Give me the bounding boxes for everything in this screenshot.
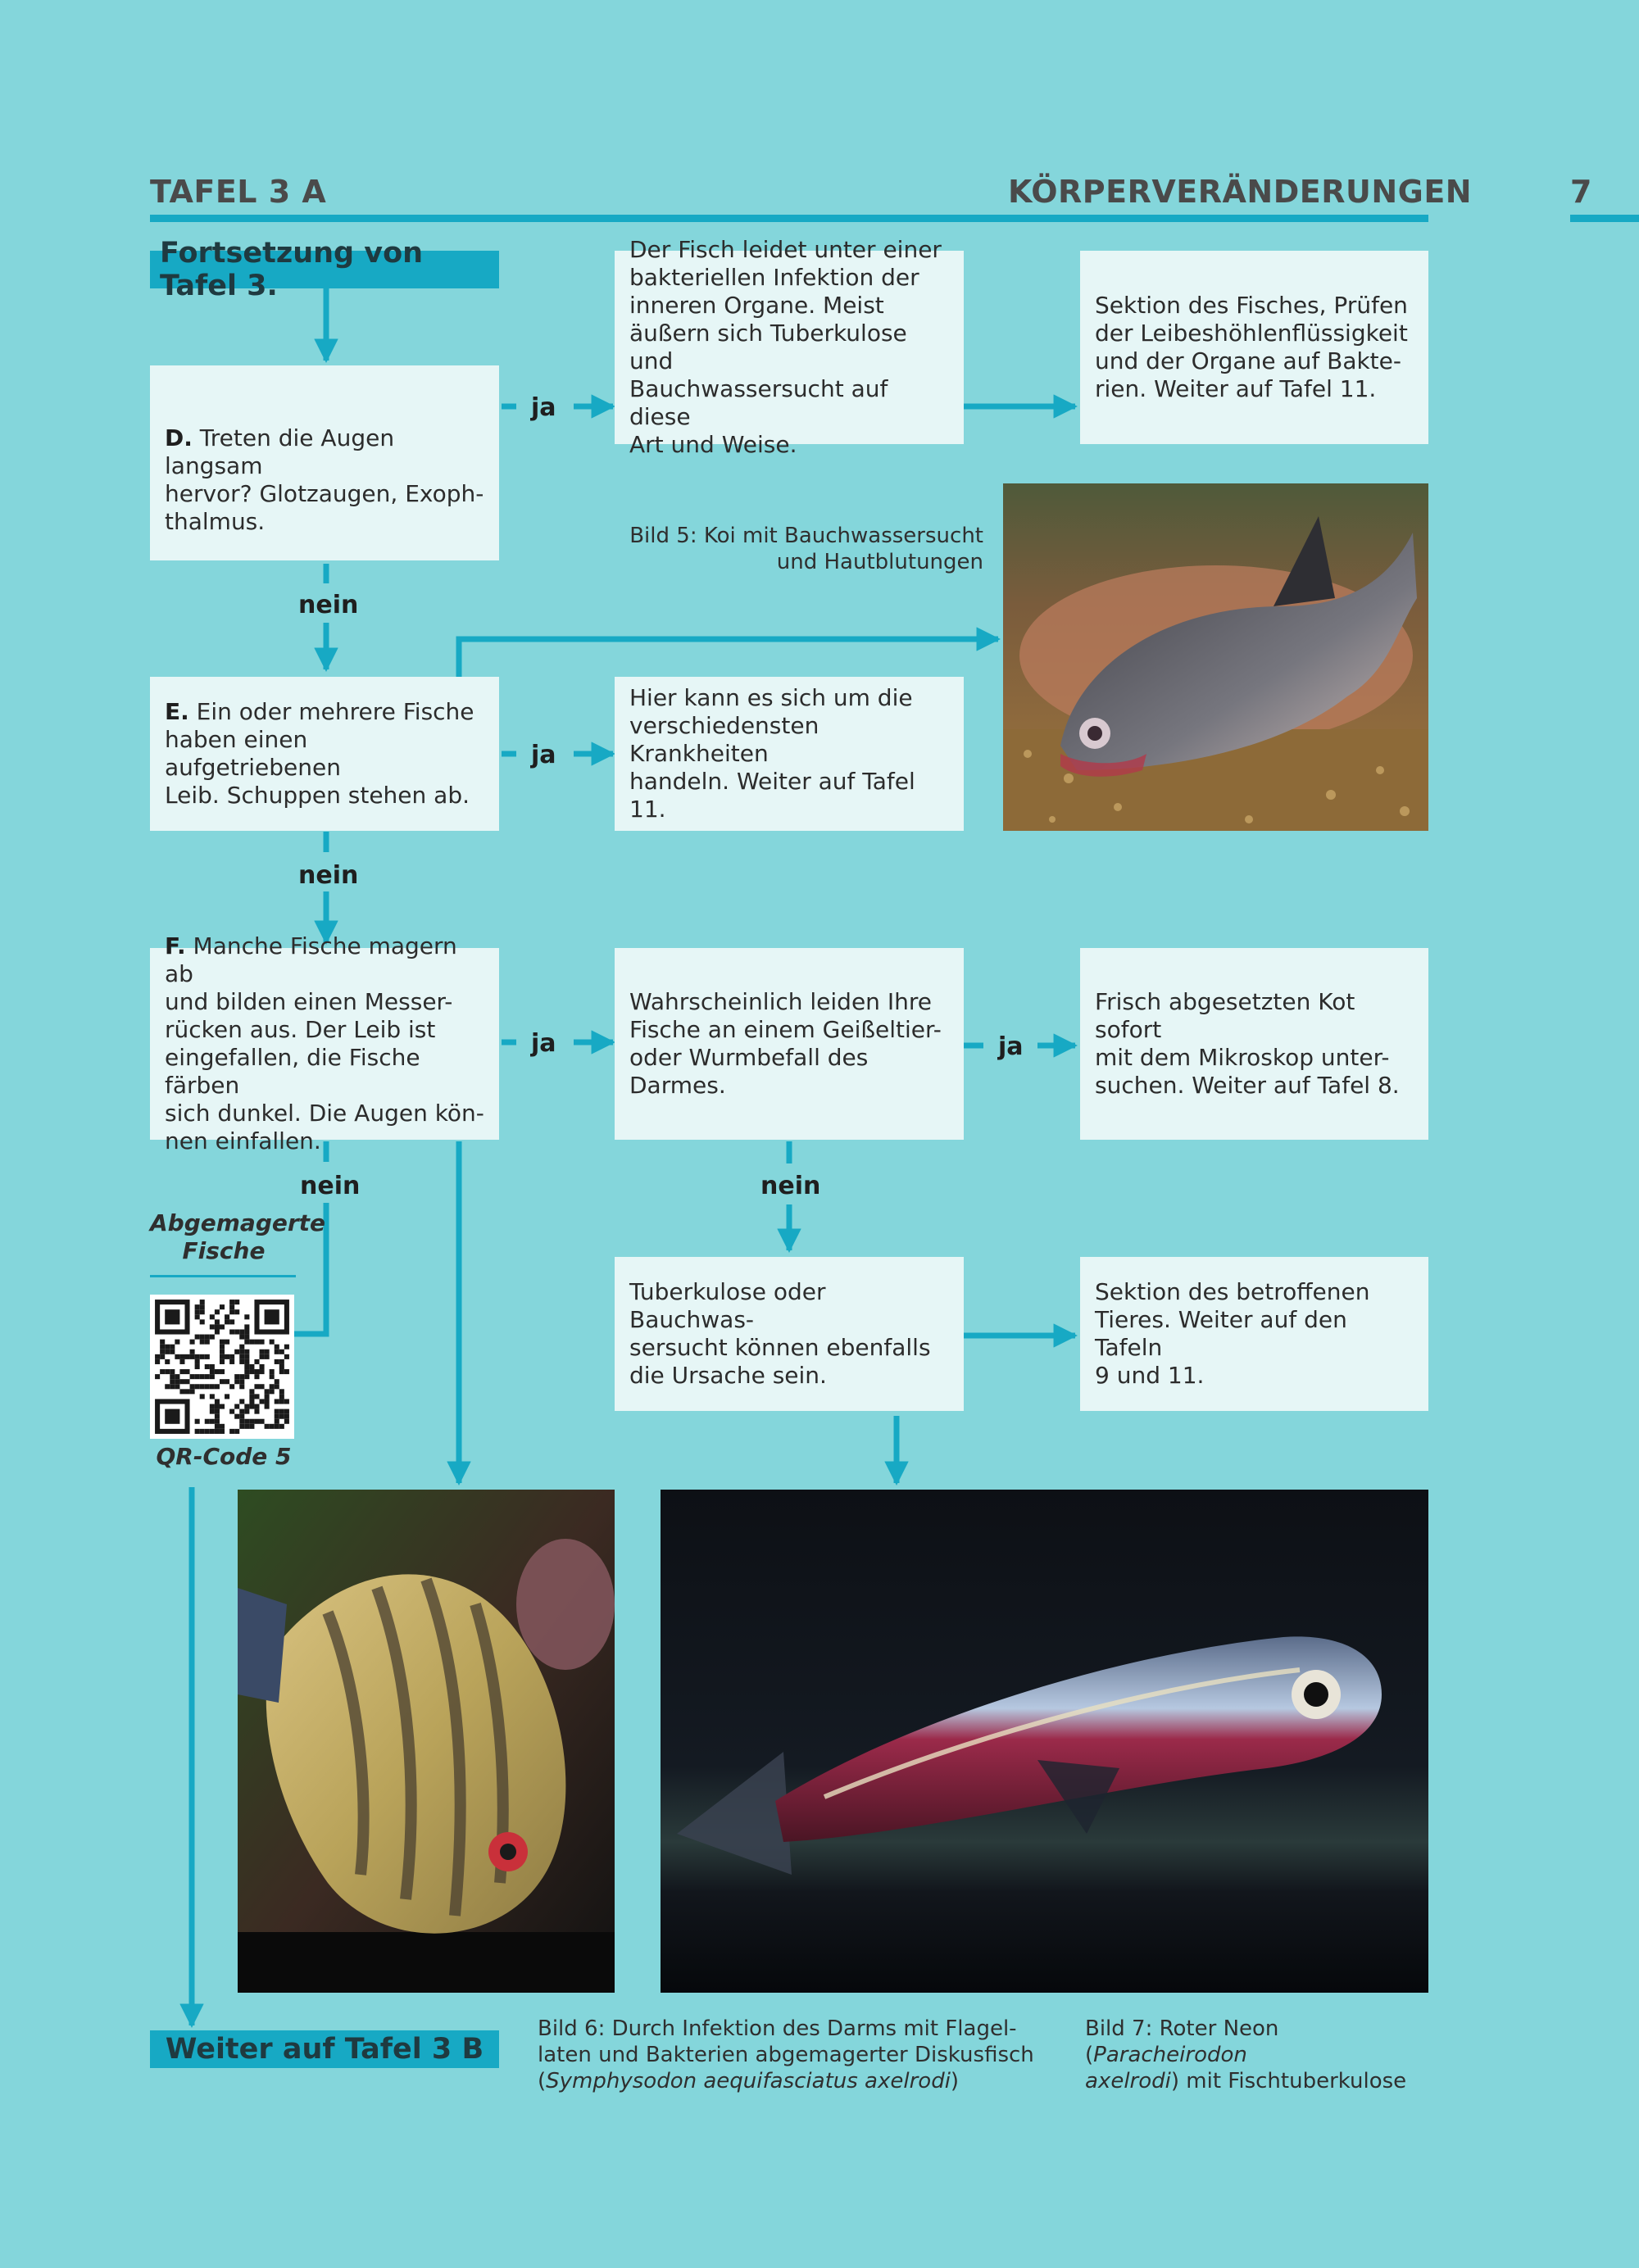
question-e-letter: E.	[165, 698, 189, 725]
answer-d-yes-box	[615, 236, 964, 458]
caption-bild-5: Bild 5: Koi mit Bauchwassersucht und Hautblutungen	[629, 524, 983, 574]
qr-code[interactable]	[150, 1295, 294, 1439]
page-number: 7	[1570, 174, 1592, 210]
answer-e-yes-box	[615, 677, 964, 831]
question-d-text: Treten die Augen langsam hervor? Glotzaugen, Exoph- thalmus.	[165, 424, 484, 535]
question-d-box	[150, 365, 499, 560]
question-d-letter: D.	[165, 424, 193, 451]
continuation-banner: Fortsetzung von Tafel 3.	[150, 251, 499, 288]
question-f-letter: F.	[165, 932, 186, 959]
caption-bild-7-main: Bild 7: Roter Neon (	[1085, 2016, 1279, 2067]
question-f-text: Manche Fische magern ab und bilden einen Messer- rücken aus. Der Leib ist eingefallen, die Fische färben sich dunkel. Die Augen kön- nen einfallen.	[165, 932, 484, 1154]
label-f-yes: ja	[531, 1029, 556, 1058]
answer-d-action-text: Sektion des Fisches, Prüfen der Leibeshöhlenflüssigkeit und der Organe auf Bakte- rien. Weiter auf Tafel 11.	[1095, 292, 1408, 402]
plate-label: TAFEL 3 A	[150, 174, 327, 210]
answer-f-yes-no-text: Tuberkulose oder Bauchwas- sersucht können ebenfalls die Ursache sein.	[629, 1278, 931, 1389]
answer-f-yes-no-action-text: Sektion des betroffenen Tieres. Weiter auf den Tafeln 9 und 11.	[1095, 1278, 1370, 1389]
question-e-text: Ein oder mehrere Fische haben einen aufgetriebenen Leib. Schuppen stehen ab.	[165, 698, 474, 809]
answer-d-yes-text: Der Fisch leidet unter einer bakteriellen Infektion der inneren Organe. Meist äußern sich Tuberkulose und Bauchwassersucht auf diese Art und Weise.	[629, 236, 942, 458]
label-f-yes-yes: ja	[998, 1032, 1024, 1061]
answer-f-yes-text: Wahrscheinlich leiden Ihre Fische an einem Geißeltier- oder Wurmbefall des Darmes.	[629, 988, 942, 1099]
label-e-no: nein	[298, 861, 359, 890]
answer-f-yes-yes-box	[1080, 948, 1428, 1140]
caption-bild-7-end: ) mit Fischtuberkulose	[1170, 2069, 1407, 2093]
question-e-box	[150, 677, 499, 831]
section-title: KÖRPERVERÄNDERUNGEN	[1008, 174, 1473, 210]
e-photo-arrow	[459, 639, 998, 677]
label-e-yes: ja	[531, 741, 556, 769]
answer-e-yes-text: Hier kann es sich um die verschiedensten Krankheiten handeln. Weiter auf Tafel 11.	[629, 684, 915, 823]
next-plate-banner[interactable]: Weiter auf Tafel 3 B	[150, 2030, 499, 2068]
caption-bild-6-end: )	[950, 2069, 960, 2093]
label-d-yes: ja	[531, 393, 556, 422]
answer-f-yes-no-box	[615, 1257, 964, 1411]
photo-discus	[238, 1490, 615, 1993]
label-f-no: nein	[300, 1172, 361, 1200]
label-d-no: nein	[298, 591, 359, 619]
answer-f-yes-box	[615, 948, 964, 1140]
qr-title: Abgemagerte Fische	[150, 1209, 326, 1264]
question-f-box	[150, 932, 499, 1154]
photo-neon	[661, 1490, 1428, 1993]
caption-bild-7-species: Paracheirodon axelrodi	[1085, 2043, 1247, 2093]
caption-bild-6-main: Bild 6: Durch Infektion des Darms mit Flagel- laten und Bakterien abgemagerter Diskusfisch (	[538, 2016, 1034, 2093]
qr-title-rule	[150, 1275, 296, 1277]
label-f-yes-no: nein	[760, 1172, 821, 1200]
answer-f-yes-yes-text: Frisch abgesetzten Kot sofort mit dem Mikroskop unter- suchen. Weiter auf Tafel 8.	[1095, 988, 1400, 1099]
caption-bild-7	[1085, 2016, 1429, 2094]
answer-f-yes-no-action-box	[1080, 1257, 1428, 1411]
caption-bild-6	[538, 2016, 1062, 2094]
qr-caption: QR-Code 5	[156, 1443, 292, 1470]
caption-bild-6-species: Symphysodon aequifasciatus axelrodi	[546, 2069, 951, 2093]
answer-d-action-box	[1080, 251, 1428, 444]
photo-koi	[1003, 483, 1428, 831]
